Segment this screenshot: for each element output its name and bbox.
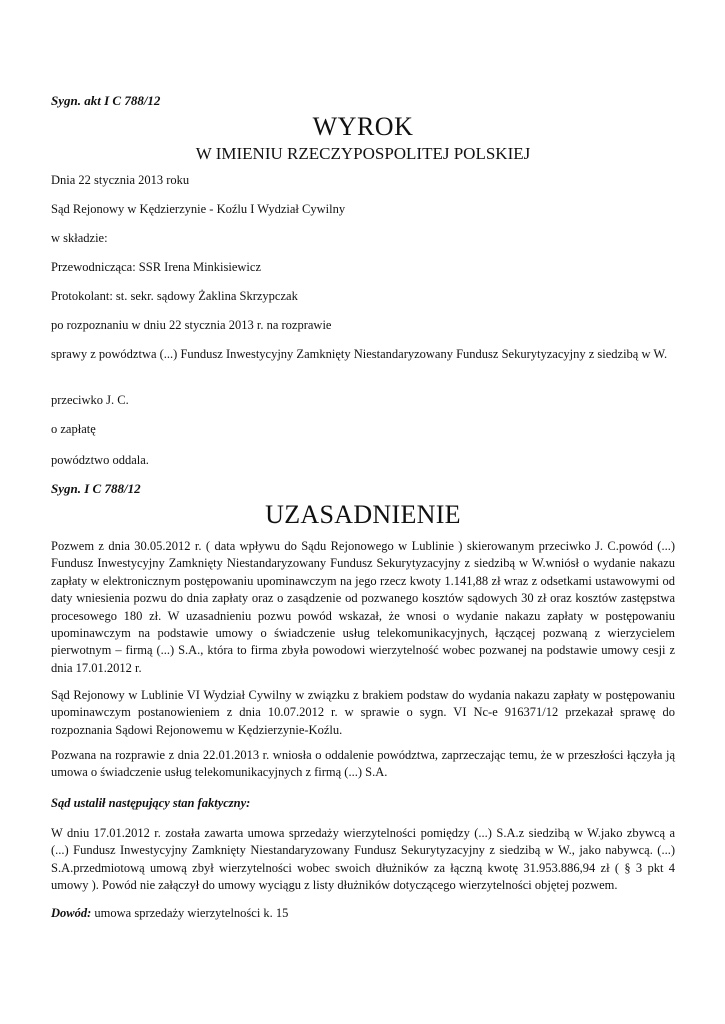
presiding-judge: Przewodnicząca: SSR Irena Minkisiewicz — [51, 260, 262, 274]
facts-heading: Sąd ustalił następujący stan faktyczny: — [51, 796, 251, 810]
justification-paragraph-3: Pozwana na rozprawie z dnia 22.01.2013 r. wniosła o oddalenie powództwa, zaprzeczając temu, że w przeszłości łączyła ją umowa o świadczenie usług telekomunikacyjnych z firmą (...) S.A. — [51, 748, 675, 780]
case-parties: sprawy z powództwa (...) Fundusz Inwestycyjny Zamknięty Niestandaryzowany Fundusz Sekurytyzacyjny z siedzibą w W. — [51, 347, 668, 361]
justification-signature: Sygn. I C 788/12 — [51, 481, 141, 496]
hearing-info: po rozpoznaniu w dniu 22 stycznia 2013 r. na rozprawie — [51, 318, 332, 332]
judgment-subtitle: W IMIENIU RZECZYPOSPOLITEJ POLSKIEJ — [195, 144, 531, 163]
judgment-title: WYROK — [312, 112, 414, 141]
justification-paragraph-2: Sąd Rejonowy w Lublinie VI Wydział Cywilny w związku z brakiem podstaw do wydania nakazu zapłaty w postępowaniu upominawczym postanowieniem z dnia 10.07.2012 r. w sprawie o sygn. VI Nc-e 916371/12 przekazał sprawę do rozpoznania Sądowi Rejonowemu w Kędzierzynie-Koźlu. — [51, 688, 675, 737]
case-signature: Sygn. akt I C 788/12 — [51, 93, 161, 108]
evidence-line — [51, 905, 675, 922]
evidence-text: umowa sprzedaży wierzytelności k. 15 — [91, 906, 289, 920]
evidence-label: Dowód: — [51, 906, 92, 920]
justification-paragraph-1: Pozwem z dnia 30.05.2012 r. ( data wpływu do Sądu Rejonowego w Lublinie ) skierowanym przeciwko J. C.powód (...) Fundusz Inwestycyjny Zamknięty Niestandaryzowany Fundusz Sekurytyzacyjny z siedzibą w W.wniósł o wydanie nakazu zapłaty w elektronicznym postępowaniu upominawczym na jego rzecz kwoty 1.141,88 zł wraz z odsetkami ustawowymi od daty wniesienia pozwu do dnia zapłaty oraz o zasądzenie od pozwanego kosztów sądowych 30 zł oraz kosztów zastępstwa procesowego 180 zł. W uzasadnieniu pozwu powód wskazał, że wnosi o wydanie nakazu zapłaty w postępowaniu upominawczym na podstawie umowy o świadczenie usług telekomunikacyjnych, łączącej pozwaną z wierzycielem pierwotnym – firmą (...) S.A., która to firma zbyła powodowi wierzytelność wobec pozwanej na podstawie umowy cesji z dnia 17.01.2012 r. — [51, 539, 675, 675]
ruling: powództwo oddala. — [51, 453, 149, 467]
judgment-date: Dnia 22 stycznia 2013 roku — [51, 173, 190, 187]
case-subject: o zapłatę — [51, 422, 96, 436]
composition-label: w składzie: — [51, 231, 108, 245]
defendant: przeciwko J. C. — [51, 393, 129, 407]
court-clerk: Protokolant: st. sekr. sądowy Żaklina Skrzypczak — [51, 289, 298, 303]
court-name: Sąd Rejonowy w Kędzierzynie - Koźlu I Wydział Cywilny — [51, 202, 346, 216]
justification-title: UZASADNIENIE — [265, 500, 461, 529]
facts-paragraph: W dniu 17.01.2012 r. została zawarta umowa sprzedaży wierzytelności pomiędzy (...) S.A.z siedzibą w W.jako zbywcą a (...) Fundusz Inwestycyjny Zamknięty Niestandaryzowany Fundusz Sekurytyzacyjny z siedzibą w W., jako nabywcą. (...) S.A.przedmiotową umową zbył wierzytelności wobec swoich dłużników za łączną kwotę 31.953.886,94 zł ( § 3 pkt 4 umowy ). Powód nie załączył do umowy wyciągu z listy dłużników dotyczącego wierzytelności objętej pozwem. — [51, 826, 675, 893]
